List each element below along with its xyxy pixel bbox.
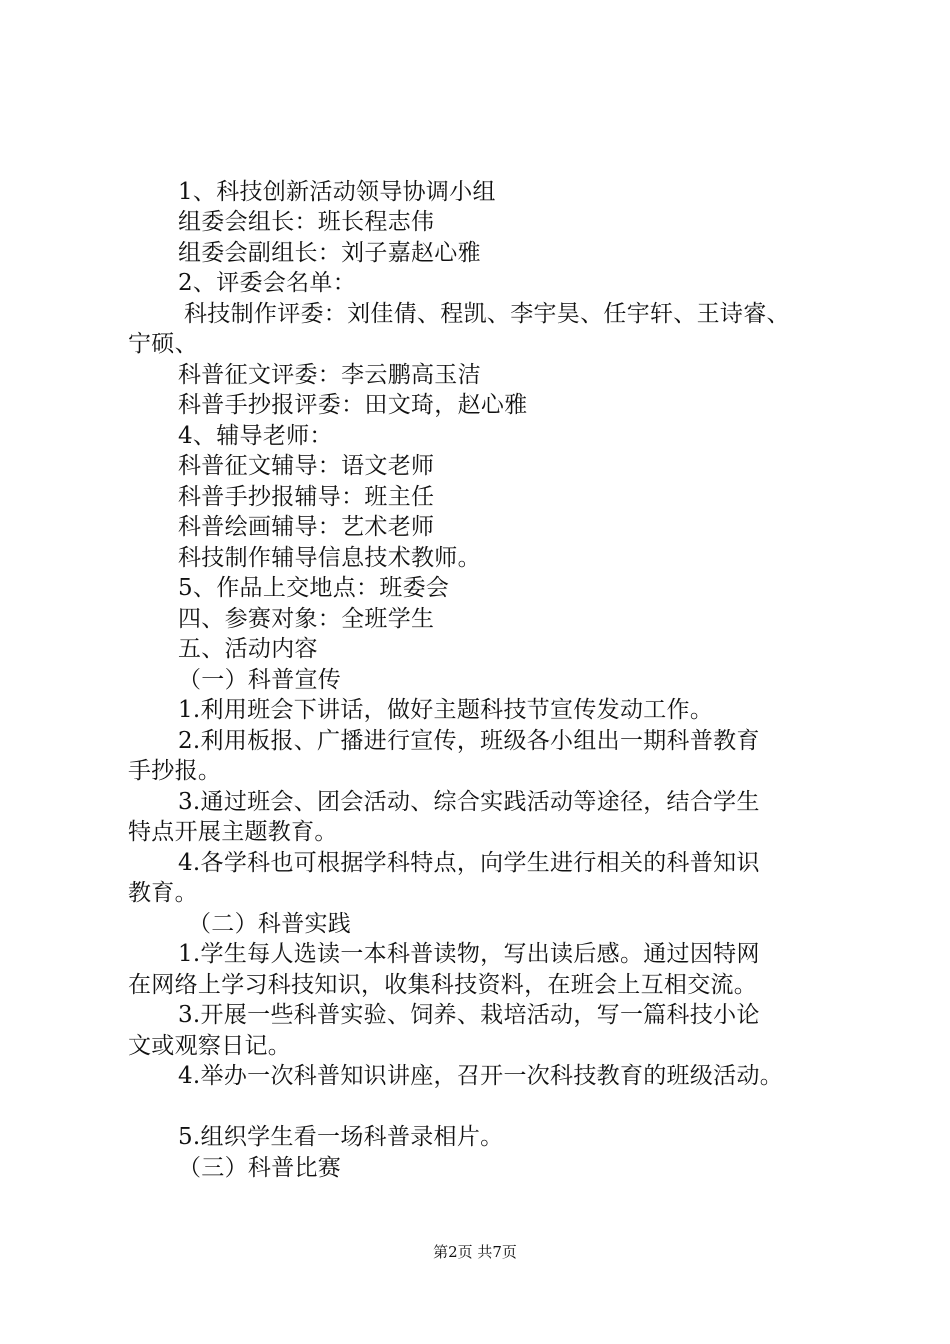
text-line: 4.举办一次科普知识讲座，召开一次科技教育的班级活动。	[178, 1063, 784, 1089]
text-line: 科普手抄报评委：田文琦，赵心雅	[178, 392, 528, 418]
text-line: 1、科技创新活动领导协调小组	[178, 179, 496, 205]
text-line: 手抄报。	[128, 758, 222, 784]
text-line: 科技制作辅导信息技术教师。	[178, 545, 481, 571]
text-line: 宁硕、	[128, 331, 198, 357]
text-line: 五、活动内容	[178, 636, 318, 662]
text-line: 特点开展主题教育。	[128, 819, 338, 845]
text-line: 1.利用班会下讲话，做好主题科技节宣传发动工作。	[178, 697, 714, 723]
text-line: 组委会组长：班长程志伟	[178, 209, 435, 235]
text-line: 文或观察日记。	[128, 1033, 292, 1059]
text-line: 科普征文辅导：语文老师	[178, 453, 435, 479]
text-line: 科技制作评委：刘佳倩、程凯、李宇昊、任宇轩、王诗睿、	[184, 301, 790, 327]
section-heading: （一）科普宣传	[178, 667, 342, 693]
section-heading: （二）科普实践	[188, 911, 352, 937]
text-line: 4、辅导老师：	[178, 423, 333, 449]
text-line: 四、参赛对象：全班学生	[178, 606, 435, 632]
text-line: 科普绘画辅导：艺术老师	[178, 514, 435, 540]
section-heading: （三）科普比赛	[178, 1155, 342, 1181]
page-number-footer: 第2页 共7页	[433, 1243, 517, 1261]
text-line: 2.利用板报、广播进行宣传，班级各小组出一期科普教育	[178, 728, 760, 754]
text-line: 科普征文评委：李云鹏高玉洁	[178, 362, 481, 388]
text-line: 组委会副组长：刘子嘉赵心雅	[178, 240, 481, 266]
text-line: 科普手抄报辅导：班主任	[178, 484, 435, 510]
text-line: 5、作品上交地点：班委会	[178, 575, 450, 601]
text-line: 2、评委会名单：	[178, 270, 357, 296]
text-line: 4.各学科也可根据学科特点，向学生进行相关的科普知识	[178, 850, 760, 876]
text-line: 5.组织学生看一场科普录相片。	[178, 1124, 504, 1150]
text-line: 教育。	[128, 880, 198, 906]
text-line: 3.开展一些科普实验、饲养、栽培活动，写一篇科技小论	[178, 1002, 760, 1028]
text-line: 1.学生每人选读一本科普读物，写出读后感。通过因特网	[178, 941, 760, 967]
text-line: 3.通过班会、团会活动、综合实践活动等途径，结合学生	[178, 789, 760, 815]
text-line: 在网络上学习科技知识，收集科技资料，在班会上互相交流。	[128, 972, 758, 998]
